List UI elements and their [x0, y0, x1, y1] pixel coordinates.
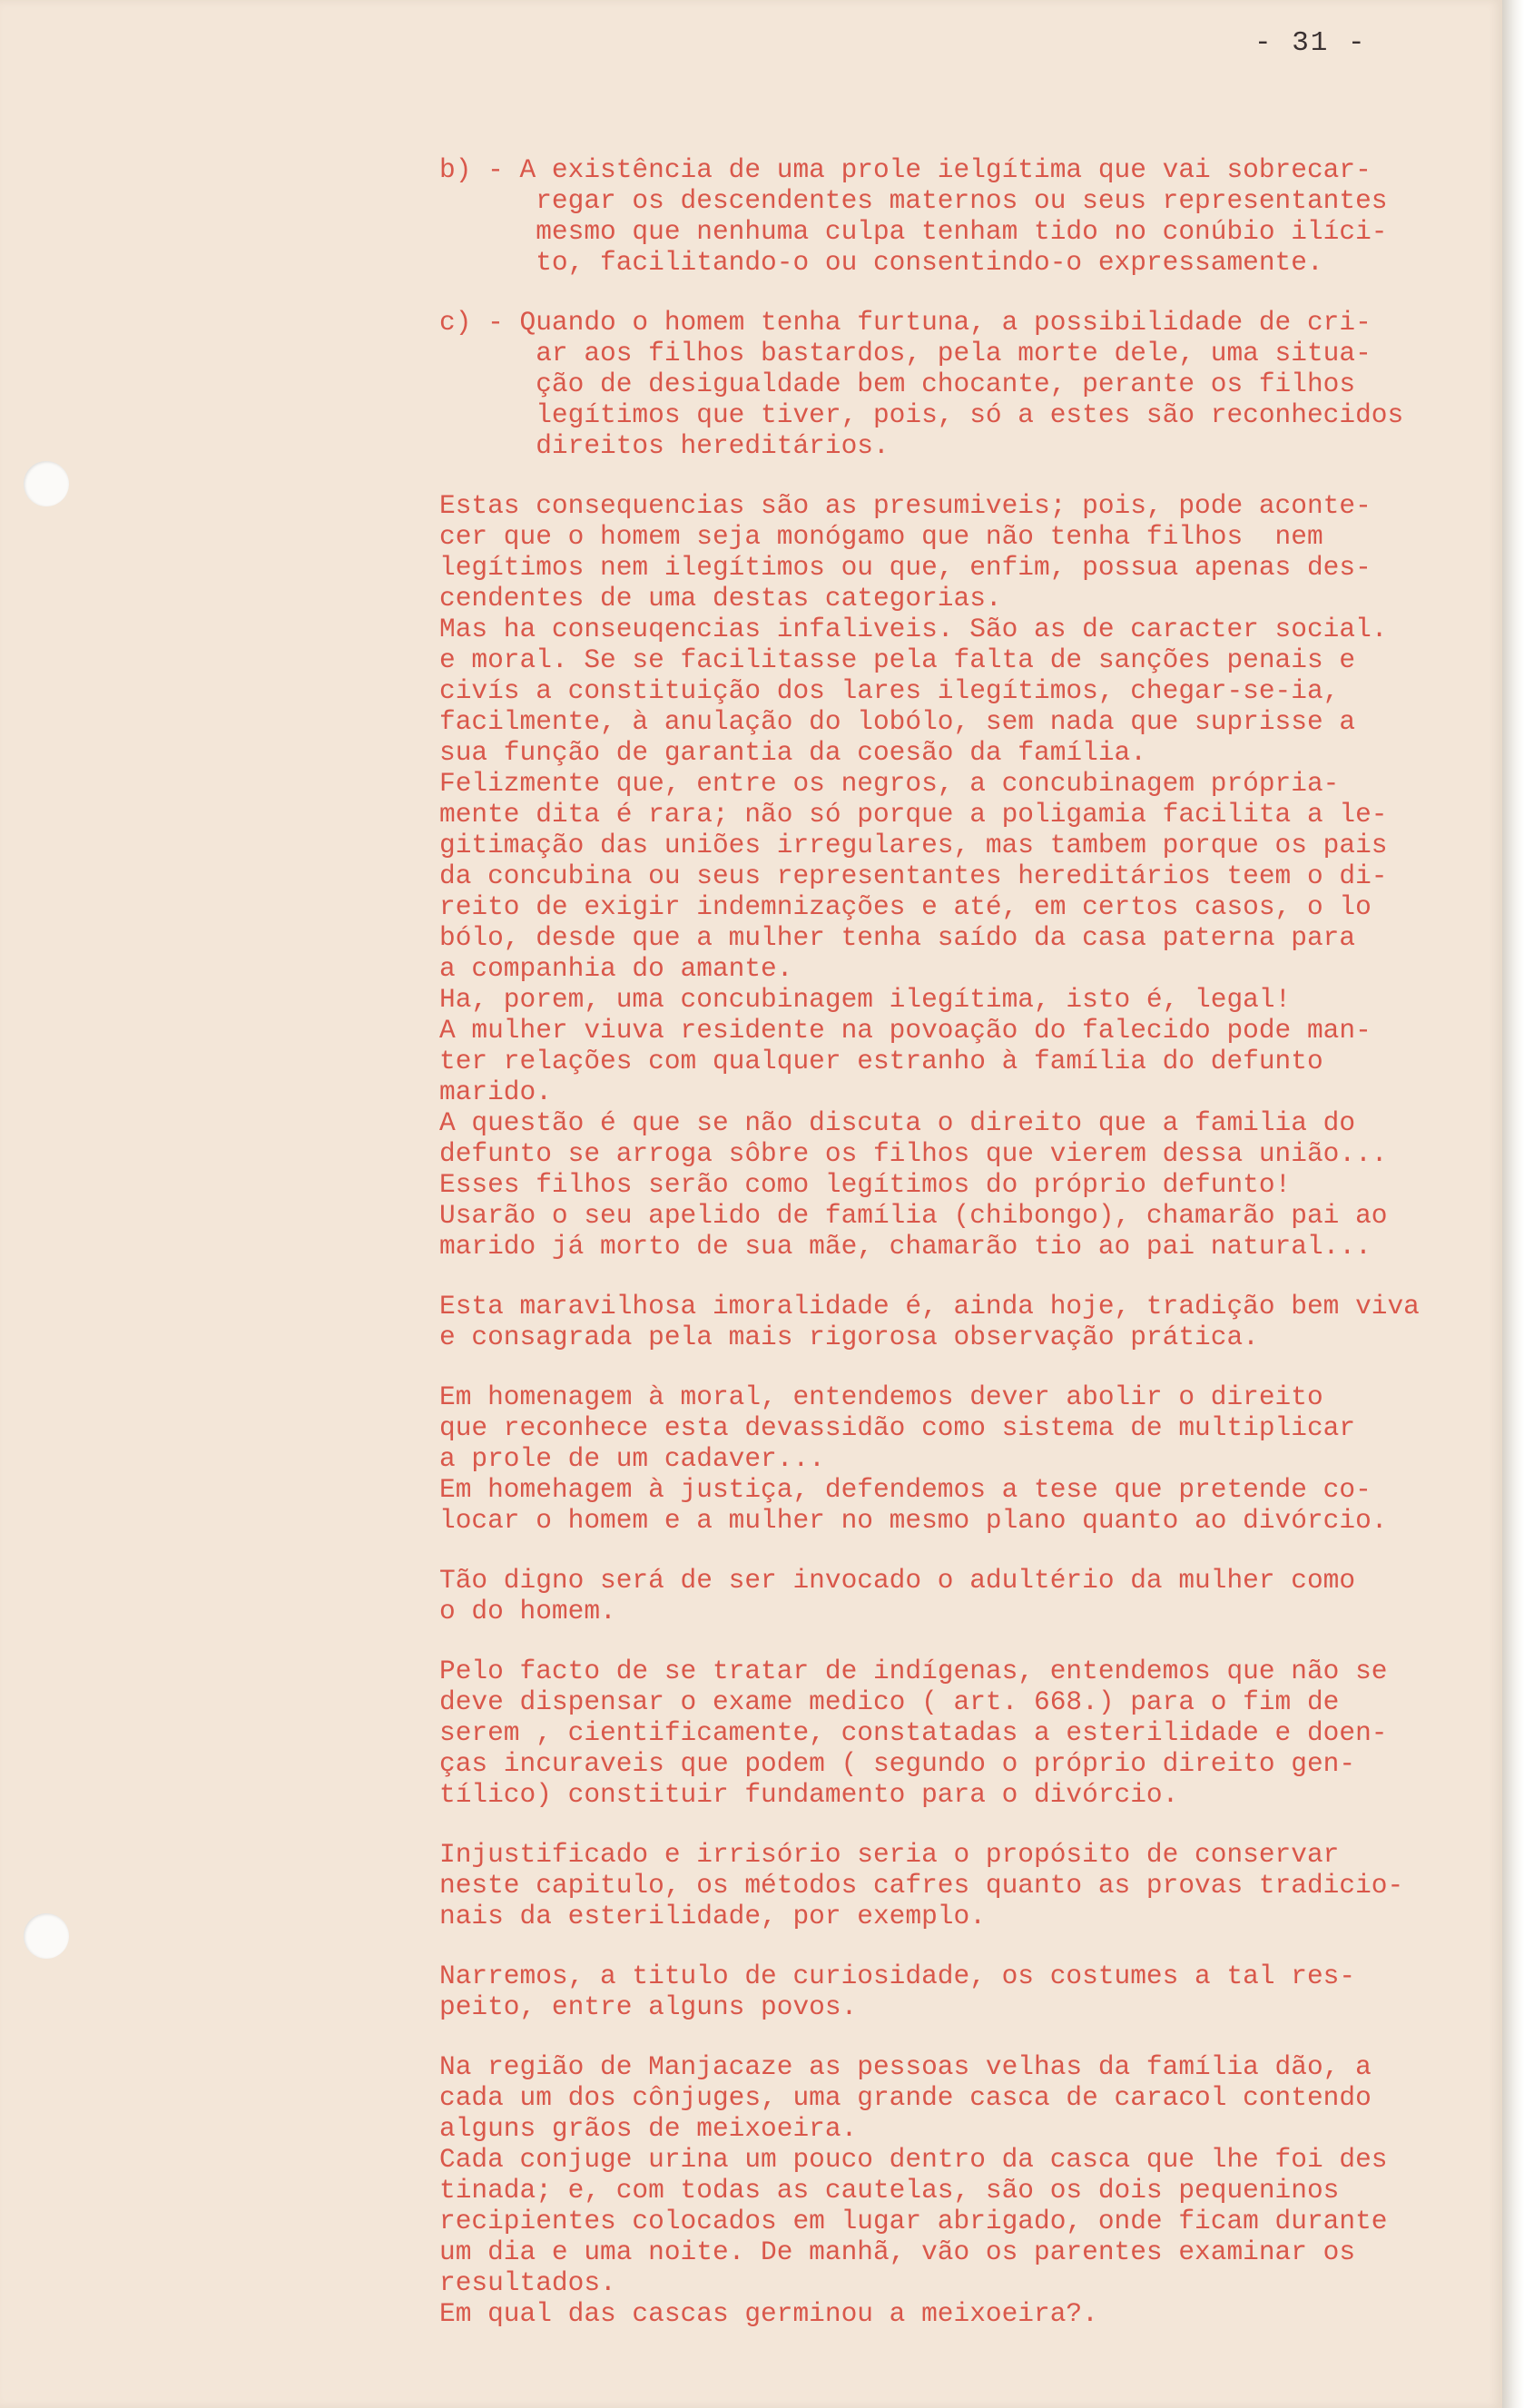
text-line: que reconhece esta devassidão como sistema de multiplicar [439, 1412, 1356, 1443]
text-line: Cada conjuge urina um pouco dentro da casca que lhe foi des [439, 2144, 1388, 2175]
text-line: Injustificado e irrisório seria o propósito de conservar [439, 1839, 1340, 1870]
text-line: a companhia do amante. [439, 953, 793, 984]
text-line: cendentes de uma destas categorias. [439, 583, 1002, 614]
text-line: A questão é que se não discuta o direito que a familia do [439, 1107, 1356, 1138]
paragraph [439, 154, 1510, 278]
paragraph-gap [439, 1262, 1510, 1291]
typewritten-body [439, 154, 1510, 2329]
text-line: locar o homem e a mulher no mesmo plano quanto ao divórcio. [439, 1505, 1388, 1536]
paragraph-gap [439, 278, 1510, 307]
text-line: o do homem. [439, 1596, 616, 1627]
text-line: Esses filhos serão como legítimos do próprio defunto! [439, 1169, 1292, 1200]
paragraph [439, 1291, 1510, 1352]
text-line: serem , cientificamente, constatadas a esterilidade e doen- [439, 1717, 1388, 1748]
text-line: Ha, porem, uma concubinagem ilegítima, isto é, legal! [439, 984, 1292, 1015]
punch-hole-top [24, 461, 69, 506]
text-line: regar os descendentes maternos ou seus representantes [439, 185, 1388, 216]
text-line: Na região de Manjacaze as pessoas velhas da família dão, a [439, 2051, 1372, 2082]
text-line: e consagrada pela mais rigorosa observação prática. [439, 1322, 1259, 1352]
paragraph-gap [439, 1352, 1510, 1381]
text-line: Pelo facto de se tratar de indígenas, entendemos que não se [439, 1656, 1388, 1686]
text-line: neste capitulo, os métodos cafres quanto as provas tradicio- [439, 1870, 1404, 1901]
text-line: deve dispensar o exame medico ( art. 668.) para o fim de [439, 1686, 1340, 1717]
text-line: Em homenagem à moral, entendemos dever abolir o direito [439, 1381, 1323, 1412]
paragraph [439, 1961, 1510, 2022]
text-line: Em homehagem à justiça, defendemos a tese que pretende co- [439, 1474, 1372, 1505]
text-line: Usarão o seu apelido de família (chibongo), chamarão pai ao [439, 1200, 1388, 1231]
paragraph [439, 1656, 1510, 1810]
paragraph [439, 2051, 1510, 2329]
text-line: direitos hereditários. [439, 430, 890, 461]
text-line: defunto se arroga sôbre os filhos que vierem dessa união... [439, 1138, 1388, 1169]
text-line: Mas ha conseuqencias infaliveis. São as de caracter social. [439, 614, 1388, 644]
text-line: um dia e uma noite. De manhã, vão os parentes examinar os [439, 2236, 1356, 2267]
paragraph [439, 1381, 1510, 1536]
text-line: mesmo que nenhuma culpa tenham tido no conúbio ilíci- [439, 216, 1388, 247]
text-line: Felizmente que, entre os negros, a concubinagem própria- [439, 768, 1340, 799]
text-line: b) - A existência de uma prole ielgítima que vai sobrecar- [439, 154, 1372, 185]
paragraph-gap [439, 1627, 1510, 1656]
text-line: gitimação das uniões irregulares, mas tambem porque os pais [439, 830, 1388, 860]
text-line: legítimos que tiver, pois, só a estes são reconhecidos [439, 399, 1404, 430]
page-number: - 31 - [1254, 27, 1367, 59]
paragraph [439, 1565, 1510, 1627]
text-line: nais da esterilidade, por exemplo. [439, 1901, 986, 1931]
text-line: reito de exigir indemnizações e até, em certos casos, o lo [439, 891, 1372, 922]
paragraph [439, 307, 1510, 461]
text-line: marido. [439, 1076, 552, 1107]
text-line: A mulher viuva residente na povoação do falecido pode man- [439, 1015, 1372, 1046]
text-line: tinada; e, com todas as cautelas, são os dois pequeninos [439, 2175, 1340, 2206]
text-line: legítimos nem ilegítimos ou que, enfim, possua apenas des- [439, 552, 1372, 583]
text-line: Narremos, a titulo de curiosidade, os costumes a tal res- [439, 1961, 1356, 1991]
text-line: Esta maravilhosa imoralidade é, ainda hoje, tradição bem viva [439, 1291, 1420, 1322]
punch-hole-bottom [24, 1913, 69, 1959]
paragraph [439, 1839, 1510, 1931]
text-line: e moral. Se se facilitasse pela falta de sanções penais e [439, 644, 1356, 675]
text-line: Tão digno será de ser invocado o adultério da mulher como [439, 1565, 1356, 1596]
text-line: recipientes colocados em lugar abrigado, onde ficam durante [439, 2206, 1388, 2236]
text-line: ar aos filhos bastardos, pela morte dele, uma situa- [439, 338, 1372, 369]
paragraph-gap [439, 1810, 1510, 1839]
text-line: cer que o homem seja monógamo que não tenha filhos nem [439, 521, 1323, 552]
paragraph-gap [439, 2022, 1510, 2051]
paragraph [439, 490, 1510, 1262]
text-line: peito, entre alguns povos. [439, 1991, 858, 2022]
text-line: resultados. [439, 2267, 616, 2298]
text-line: Estas consequencias são as presumiveis; pois, pode aconte- [439, 490, 1372, 521]
paragraph-gap [439, 1536, 1510, 1565]
text-line: to, facilitando-o ou consentindo-o expressamente. [439, 247, 1323, 278]
text-line: tílico) constituir fundamento para o divórcio. [439, 1779, 1179, 1810]
text-line: ças incuraveis que podem ( segundo o próprio direito gen- [439, 1748, 1356, 1779]
text-line: c) - Quando o homem tenha furtuna, a possibilidade de cri- [439, 307, 1372, 338]
text-line: facilmente, à anulação do lobólo, sem nada que suprisse a [439, 706, 1356, 737]
text-line: civís a constituição dos lares ilegítimos, chegar-se-ia, [439, 675, 1340, 706]
text-line: da concubina ou seus representantes hereditários teem o di- [439, 860, 1388, 891]
text-line: alguns grãos de meixoeira. [439, 2113, 858, 2144]
text-line: mente dita é rara; não só porque a poligamia facilita a le- [439, 799, 1388, 830]
paragraph-gap [439, 461, 1510, 490]
paragraph-gap [439, 1931, 1510, 1961]
text-line: ter relações com qualquer estranho à família do defunto [439, 1046, 1323, 1076]
text-line: a prole de um cadaver... [439, 1443, 825, 1474]
text-line: marido já morto de sua mãe, chamarão tio ao pai natural... [439, 1231, 1372, 1262]
text-line: cada um dos cônjuges, uma grande casca de caracol contendo [439, 2082, 1372, 2113]
text-line: bólo, desde que a mulher tenha saído da casa paterna para [439, 922, 1356, 953]
text-line: Em qual das cascas germinou a meixoeira?. [439, 2298, 1098, 2329]
text-line: sua função de garantia da coesão da família. [439, 737, 1146, 768]
text-line: ção de desigualdade bem chocante, perante os filhos [439, 369, 1356, 399]
